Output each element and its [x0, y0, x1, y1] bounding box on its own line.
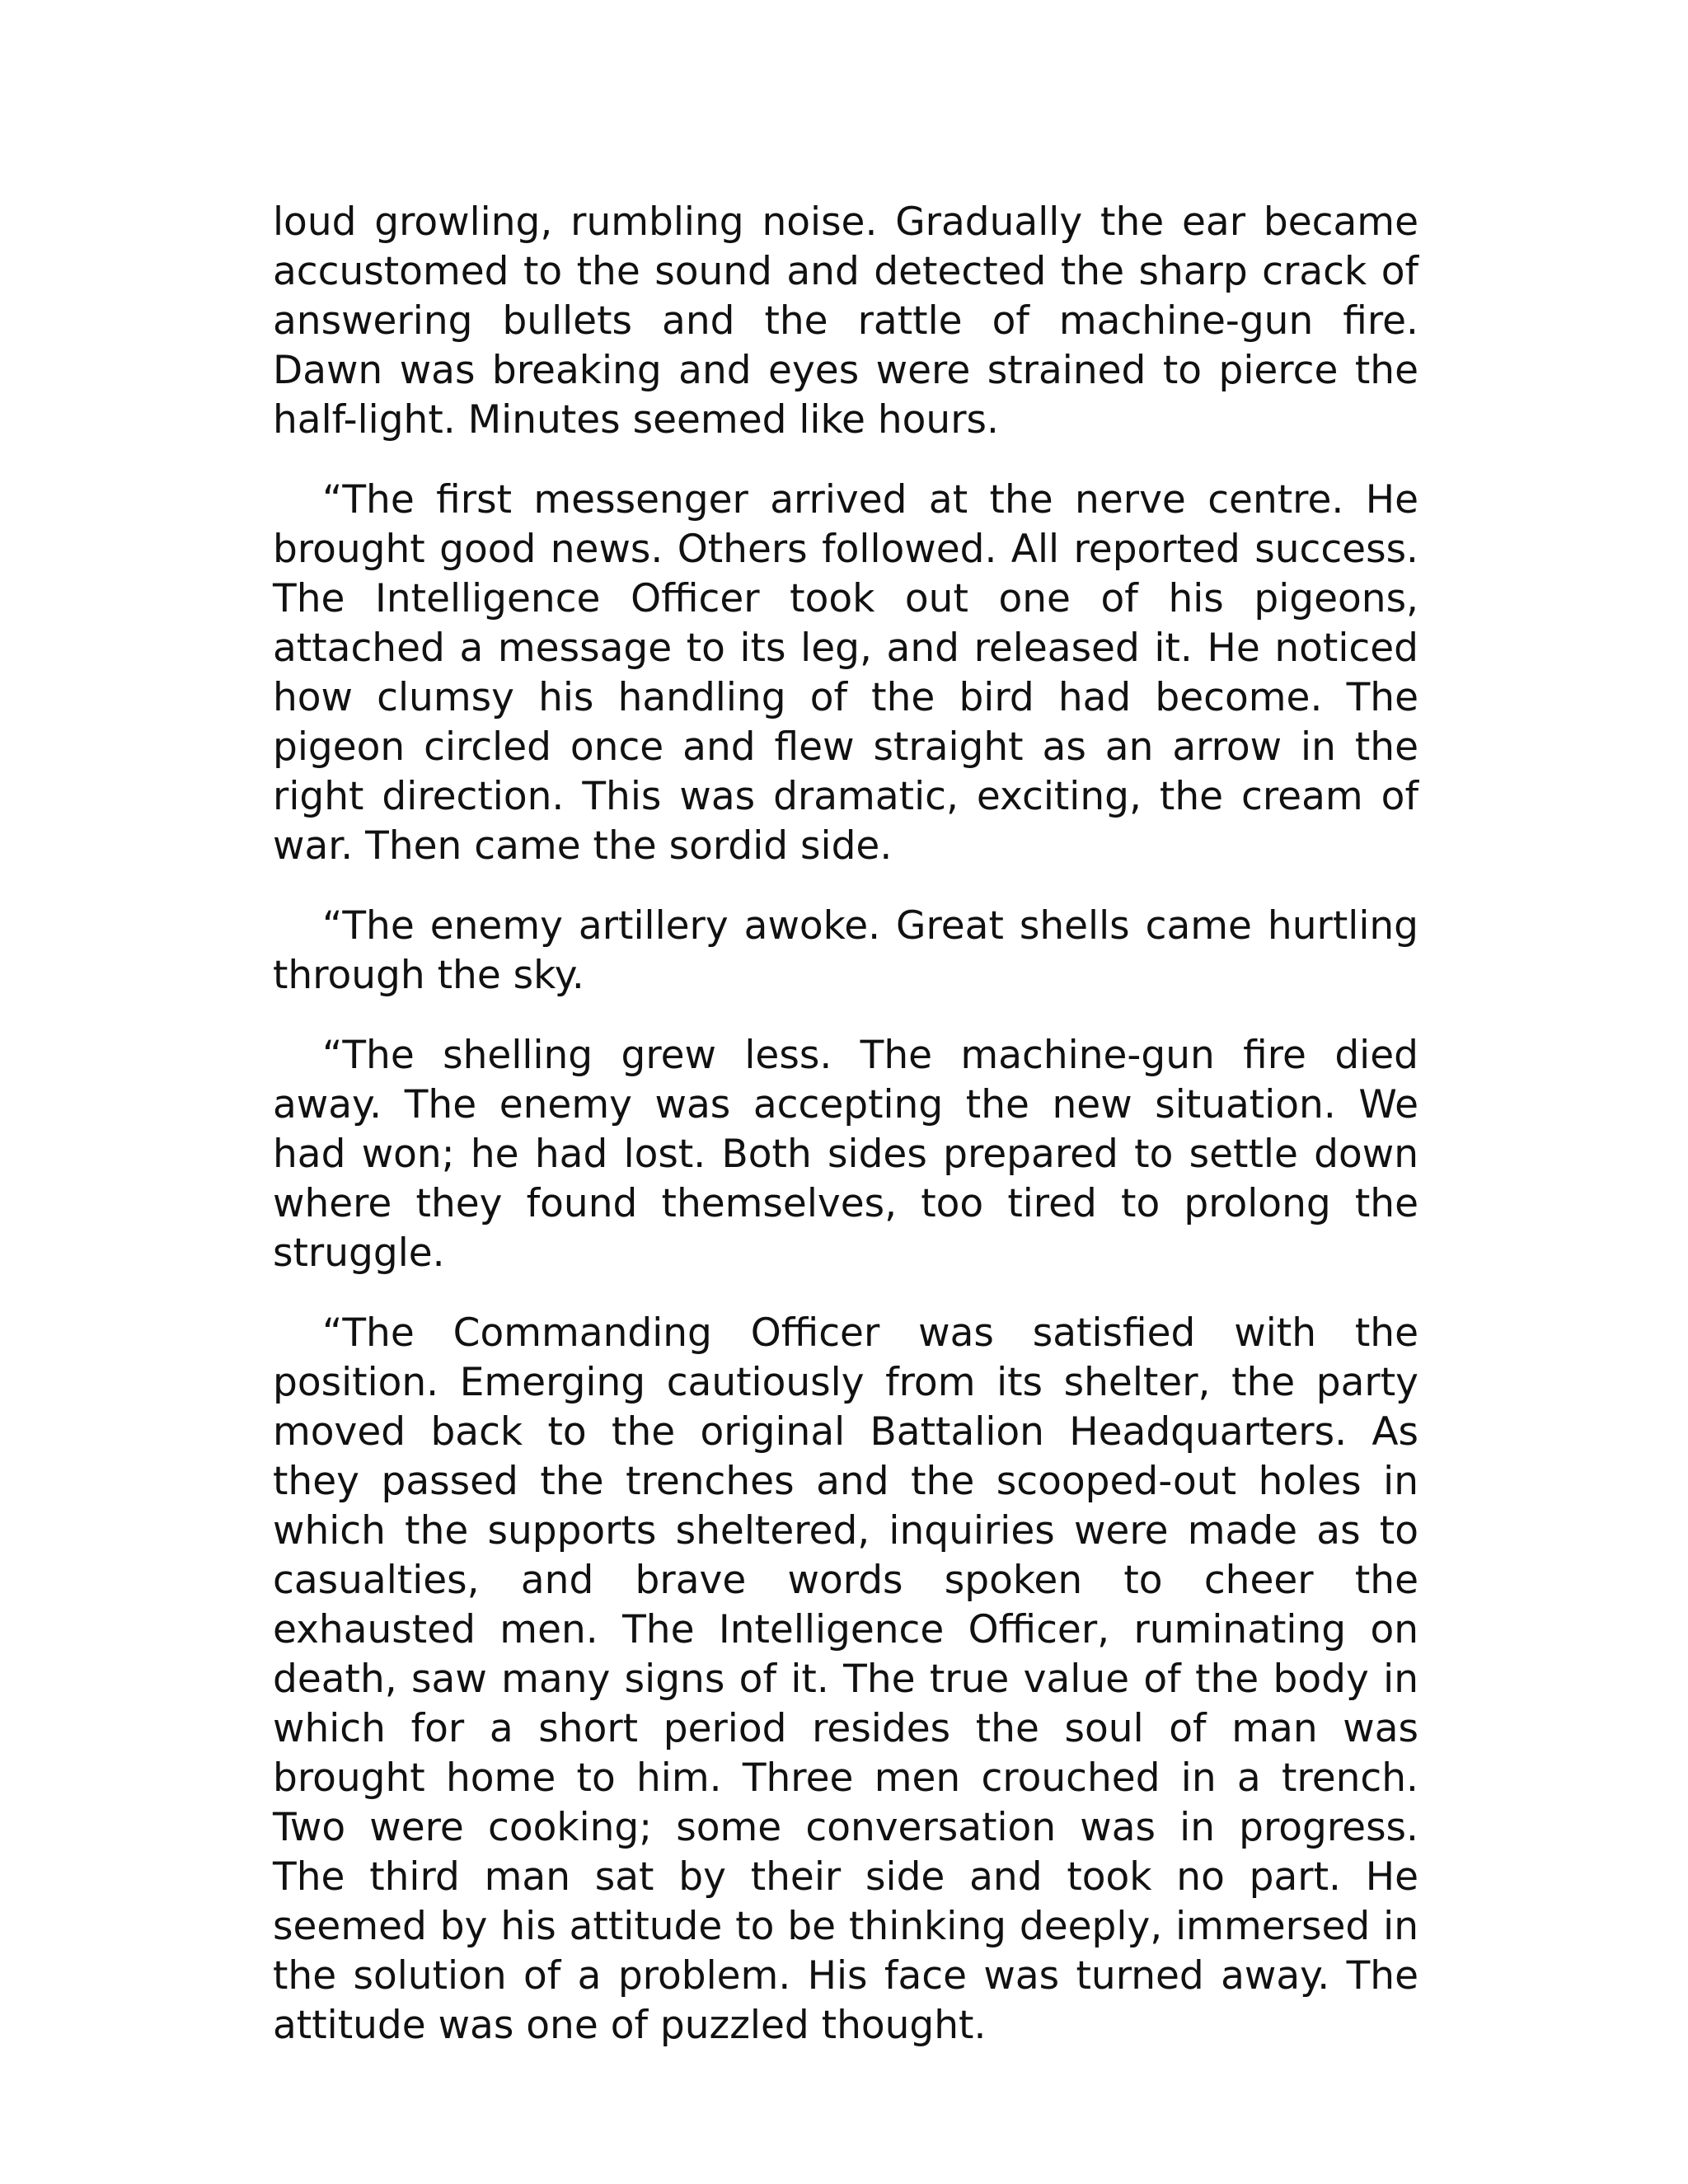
document-page — [273, 198, 1418, 2081]
paragraph-3: “The enemy artillery awoke. Great shells came hurtling through the sky. — [273, 903, 1418, 998]
paragraph-2: “The first messenger arrived at the nerve centre. He brought good news. Others followed. All reported success. The Intelligence Officer took out one of his pigeons, attached a message to its leg, and released it. He noticed how clumsy his handling of the bird had become. The pigeon circled once and flew straight as an arrow in the right direction. This was dramatic, exciting, the cream of war. Then came the sordid side. — [273, 477, 1418, 869]
paragraph-4: “The shelling grew less. The machine-gun fire died away. The enemy was accepting the new situation. We had won; he had lost. Both sides prepared to settle down where they found themselves, too tired to prolong the struggle. — [273, 1033, 1418, 1276]
paragraph-1: loud growling, rumbling noise. Gradually the ear became accustomed to the sound and detected the sharp crack of answering bullets and the rattle of machine-gun fire. Dawn was breaking and eyes were strained to pierce the half-light. Minutes seemed like hours. — [273, 199, 1418, 443]
paragraph-5: “The Commanding Officer was satisfied with the position. Emerging cautiously from its shelter, the party moved back to the original Battalion Headquarters. As they passed the trenches and the scooped-out holes in which the supports sheltered, inquiries were made as to casualties, and brave words spoken to cheer the exhausted men. The Intelligence Officer, ruminating on death, saw many signs of it. The true value of the body in which for a short period resides the soul of man was brought home to him. Three men crouched in a trench. Two were cooking; some conversation was in progress. The third man sat by their side and took no part. He seemed by his attitude to be thinking deeply, immersed in the solution of a problem. His face was turned away. The attitude was one of puzzled thought. — [273, 1310, 1418, 2048]
